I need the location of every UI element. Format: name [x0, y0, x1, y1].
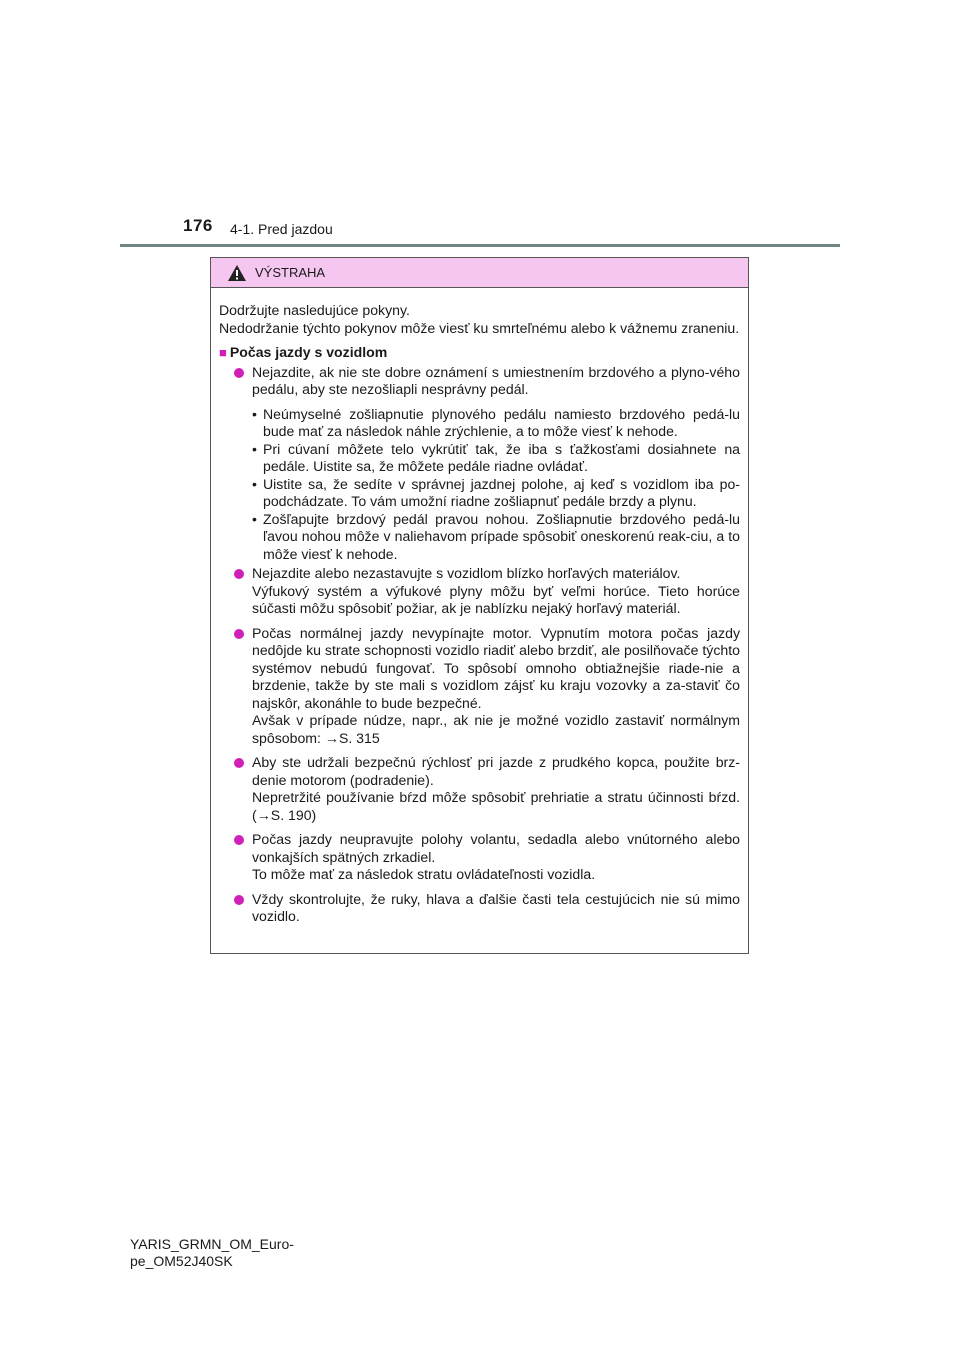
bullet-dot-icon	[234, 569, 244, 579]
section-title: 4-1. Pred jazdou	[230, 221, 333, 237]
sub-list-item-text: Uistite sa, že sedíte v správnej jazdnej polohe, aj keď s vozidlom iba po-podchádzate. To vám umožní riadne zošliapnuť pedále brzdy a plynu.	[263, 475, 740, 509]
warning-body	[211, 288, 748, 926]
list-item	[219, 831, 740, 884]
list-item	[219, 754, 740, 824]
subheading	[219, 344, 740, 362]
sub-bullet-icon: •	[252, 405, 257, 422]
list-item-text: Nejazdite, ak nie ste dobre oznámení s umiestnením brzdového a plyno-vého pedálu, aby ste nezošliapli nesprávny pedál.	[252, 363, 740, 397]
list-item	[219, 565, 740, 618]
bullet-dot-icon	[234, 895, 244, 905]
list-item-text-2: Nepretržité používanie bŕzd môže spôsobiť prehriatie a stratu účinnosti bŕzd. (→S. 190)	[252, 789, 740, 823]
list-item-text: Aby ste udržali bezpečnú rýchlosť pri jazde z prudkého kopca, použite brz-denie motorom (podradenie).	[252, 754, 740, 788]
list-item-text: Nejazdite alebo nezastavujte s vozidlom blízko horľavých materiálov.	[252, 565, 681, 581]
subheading-text: Počas jazdy s vozidlom	[229, 344, 388, 360]
list-item-text-2: Avšak v prípade núdze, napr., ak nie je možné vozidlo zastaviť normálnym spôsobom: →S. 315	[252, 712, 740, 746]
footer-document-code	[130, 1236, 350, 1270]
sub-list-item	[219, 406, 740, 441]
header-rule	[120, 244, 840, 247]
list-item-text: Počas jazdy neupravujte polohy volantu, sedadla alebo vnútorného alebo vonkajších spätných zrkadiel.	[252, 831, 740, 865]
intro-line-2: Nedodržanie týchto pokynov môže viesť ku smrteľnému alebo k vážnemu zraneniu.	[219, 319, 740, 336]
footer-line-1: YARIS_GRMN_OM_Euro-	[130, 1236, 294, 1252]
sub-list-item-text: Neúmyselné zošliapnutie plynového pedálu namiesto brzdového pedá-lu bude mať za následok náhle zrýchlenie, a to môže viesť k nehode.	[263, 405, 740, 439]
warning-title: VÝSTRAHA	[255, 265, 326, 280]
sub-list-item-text: Pri cúvaní môžete telo vykrútiť tak, že iba s ťažkosťami dosiahnete na pedále. Uistite sa, že môžete pedále riadne ovládať.	[263, 440, 740, 474]
list-item	[219, 891, 740, 926]
warning-box	[210, 257, 749, 954]
bullet-dot-icon	[234, 758, 244, 768]
square-bullet-icon: ■	[219, 345, 227, 360]
sub-list-item	[219, 441, 740, 476]
list-item-text: Vždy skontrolujte, že ruky, hlava a ďalšie časti tela cestujúcich nie sú mimo vozidlo.	[252, 890, 740, 924]
sub-list-item	[219, 511, 740, 564]
bullet-dot-icon	[234, 629, 244, 639]
intro-line-1: Dodržujte nasledujúce pokyny.	[219, 302, 410, 318]
footer-line-2: pe_OM52J40SK	[130, 1253, 233, 1269]
warning-header	[211, 258, 748, 288]
list-item	[219, 625, 740, 748]
sub-bullet-icon: •	[252, 440, 257, 457]
warning-triangle-icon	[227, 264, 247, 282]
list-item-text: Počas normálnej jazdy nevypínajte motor. Vypnutím motora počas jazdy nedôjde ku strate schopnosti vozidlo riadiť alebo brzdiť, ale posilňovače týchto systémov nebudú fungovať. To spôsobí omnoho obtiažnejšie riade-nie a brzdenie, takže by ste mali s vozidlom zájsť ku kraju vozovky a za-staviť čo najskôr, akonáhle to bude bezpečné.	[252, 624, 740, 711]
list-item-text-2: To môže mať za následok stratu ovládateľnosti vozidla.	[252, 866, 596, 882]
bullet-dot-icon	[234, 368, 244, 378]
sub-list-item	[219, 476, 740, 511]
page-number: 176	[183, 216, 213, 235]
sub-bullet-icon: •	[252, 475, 257, 492]
sub-list	[219, 406, 740, 564]
list-item-text-2: Výfukový systém a výfukové plyny môžu byť veľmi horúce. Tieto horúce súčasti môžu spôsobiť požiar, ak je nablízku nejaký horľavý materiál.	[252, 582, 740, 616]
bullet-dot-icon	[234, 835, 244, 845]
sub-list-item-text: Zošľapujte brzdový pedál pravou nohou. Zošliapnutie brzdového pedá-lu ľavou nohou môže v naliehavom prípade spôsobiť oneskorenú reak-ciu, a to môže viesť k nehode.	[263, 510, 740, 562]
list-item	[219, 364, 740, 399]
sub-bullet-icon: •	[252, 510, 257, 527]
